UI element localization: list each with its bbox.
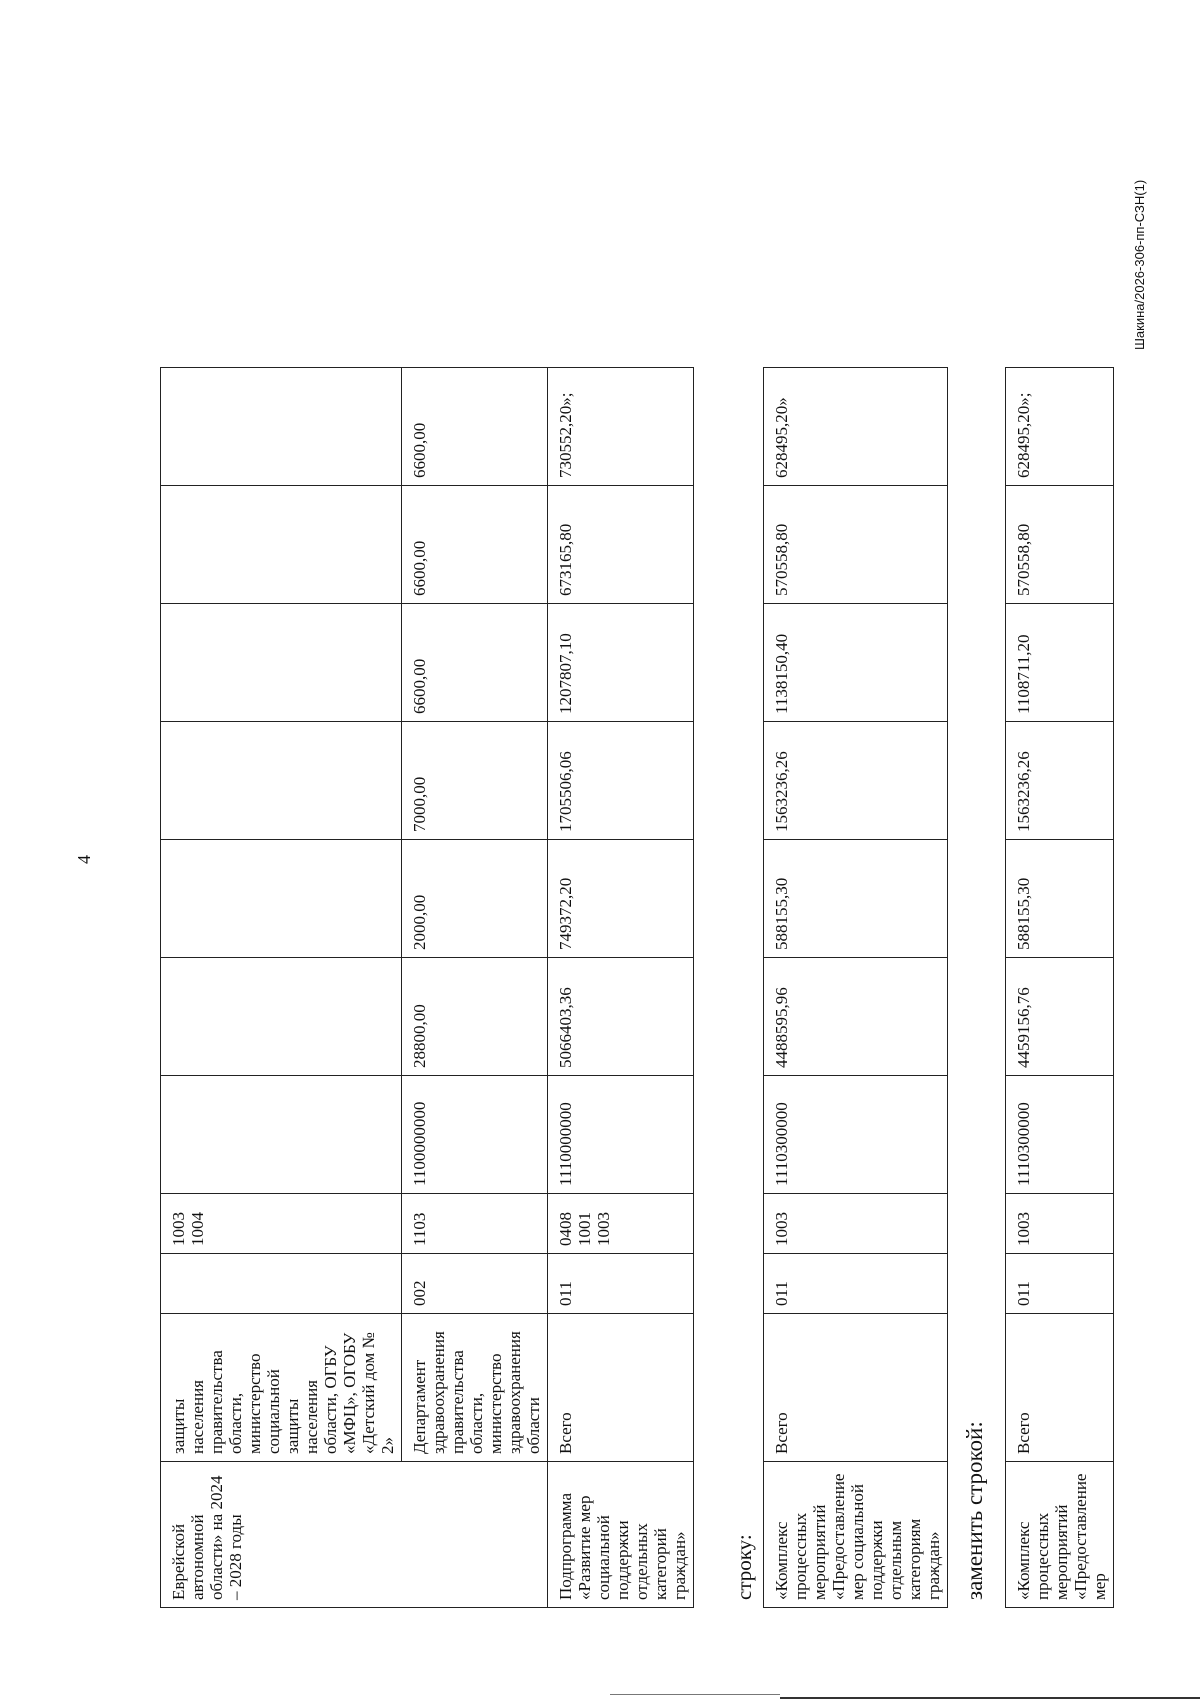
value-2027-cell: 673165,80: [548, 486, 694, 604]
value-2028-cell: 628495,20»;: [1006, 368, 1114, 486]
value-2025-cell: 1563236,26: [1006, 722, 1114, 840]
value-2024-cell: [161, 840, 402, 958]
document-code-footer: Шакина/2026-306-пп-СЗН(1): [1132, 179, 1147, 350]
value-2027-cell: [161, 486, 402, 604]
scan-edge-line: [780, 1697, 1200, 1699]
budget-table-new-row: [1005, 367, 1114, 1608]
value-2026-cell: 6600,00: [402, 604, 548, 722]
executor-cell: Всего: [1006, 1314, 1114, 1462]
value-2026-cell: 1207807,10: [548, 604, 694, 722]
grbs-cell: 011: [548, 1254, 694, 1314]
value-2028-cell: 628495,20»: [764, 368, 948, 486]
program-name-cell: Еврейской автономной области» на 2024 – 2028 годы: [161, 1462, 548, 1608]
executor-cell: Всего: [548, 1314, 694, 1462]
value-2024-cell: 2000,00: [402, 840, 548, 958]
page-number: 4: [74, 855, 94, 864]
value-total-cell: 4459156,76: [1006, 958, 1114, 1076]
value-2024-cell: 749372,20: [548, 840, 694, 958]
budget-table-replaced-row: [763, 367, 948, 1608]
executor-cell: защиты населения правительства области, министерство социальной защиты населения области, ОГБУ «МФЦ», ОГОБУ «Детский дом № 2»: [161, 1314, 402, 1462]
grbs-cell: 011: [1006, 1254, 1114, 1314]
table-row: [161, 368, 402, 1608]
rzpr-cell: 0408 1001 1003: [548, 1194, 694, 1254]
value-2027-cell: 570558,80: [1006, 486, 1114, 604]
grbs-cell: 002: [402, 1254, 548, 1314]
value-2024-cell: 588155,30: [764, 840, 948, 958]
value-2028-cell: 6600,00: [402, 368, 548, 486]
program-name-cell: «Комплекс процессных мероприятий «Предоставление мер социальной поддержки отдельным категориям граждан»: [764, 1462, 948, 1608]
value-total-cell: 28800,00: [402, 958, 548, 1076]
value-2027-cell: 570558,80: [764, 486, 948, 604]
rzpr-cell: 1003: [1006, 1194, 1114, 1254]
rzpr-cell: 1103: [402, 1194, 548, 1254]
value-2028-cell: [161, 368, 402, 486]
value-total-cell: 5066403,36: [548, 958, 694, 1076]
table-row: [764, 368, 948, 1608]
value-2025-cell: 1563236,26: [764, 722, 948, 840]
value-2027-cell: 6600,00: [402, 486, 548, 604]
grbs-cell: 011: [764, 1254, 948, 1314]
csr-cell: 1100000000: [402, 1076, 548, 1194]
instruction-line-stroku: строку:: [732, 1534, 756, 1600]
instruction-line-zamenit: заменить строкой:: [962, 1421, 987, 1600]
executor-cell: Всего: [764, 1314, 948, 1462]
csr-cell: 1110000000: [548, 1076, 694, 1194]
scan-edge-line: [610, 1694, 780, 1695]
table-row: [1006, 368, 1114, 1608]
value-2025-cell: [161, 722, 402, 840]
csr-cell: 1110300000: [764, 1076, 948, 1194]
csr-cell: 1110300000: [1006, 1076, 1114, 1194]
value-2028-cell: 730552,20»;: [548, 368, 694, 486]
value-2024-cell: 588155,30: [1006, 840, 1114, 958]
value-2025-cell: 7000,00: [402, 722, 548, 840]
rzpr-cell: 1003: [764, 1194, 948, 1254]
value-total-cell: [161, 958, 402, 1076]
rzpr-cell: 1003 1004: [161, 1194, 402, 1254]
value-2025-cell: 1705506,06: [548, 722, 694, 840]
grbs-cell: [161, 1254, 402, 1314]
csr-cell: [161, 1076, 402, 1194]
value-total-cell: 4488595,96: [764, 958, 948, 1076]
budget-table-main: [160, 367, 694, 1608]
table-row: [402, 368, 548, 1608]
program-name-cell: «Комплекс процессных мероприятий «Предоставление мер: [1006, 1462, 1114, 1608]
value-2026-cell: [161, 604, 402, 722]
value-2026-cell: 1138150,40: [764, 604, 948, 722]
program-name-cell: Подпрограмма «Развитие мер социальной поддержки отдельных категорий граждан»: [548, 1462, 694, 1608]
table-row: [548, 368, 694, 1608]
value-2026-cell: 1108711,20: [1006, 604, 1114, 722]
executor-cell: Департамент здравоохранения правительства области, министерство здравоохранения области: [402, 1314, 548, 1462]
